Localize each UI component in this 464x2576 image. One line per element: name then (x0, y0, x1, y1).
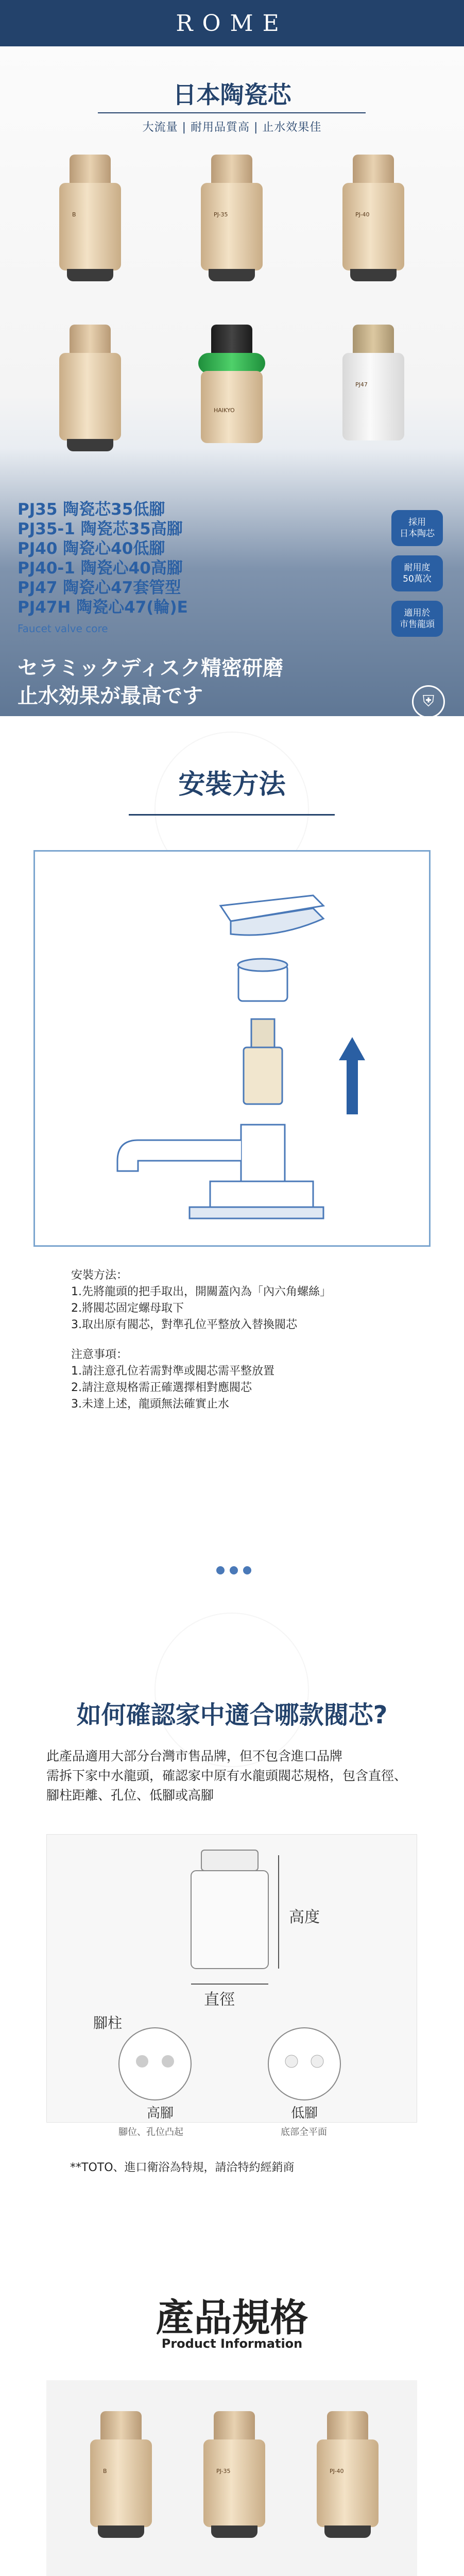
core-label: PJ-40 (355, 211, 370, 218)
note-item: 1.請注意孔位若需對準或閥芯需平整放置 (71, 1365, 274, 1378)
model-item: PJ35-1 陶瓷芯35高腳 (18, 520, 183, 538)
feature-badges (391, 510, 443, 646)
model-item: PJ40-1 陶瓷心40高腳 (18, 559, 183, 578)
carousel-dots[interactable] (216, 1566, 256, 1577)
step-item: 1.先將龍頭的把手取出，開關蓋內為「內六角螺絲」 (71, 1285, 331, 1298)
hero-title: 日本陶瓷芯 (173, 81, 291, 109)
carousel-dot[interactable] (230, 1566, 238, 1574)
model-list (18, 500, 188, 617)
valve-core-image (201, 2411, 268, 2540)
notes-title: 注意事項： (71, 1348, 128, 1361)
feature-badge: 採用 日本陶芯 (391, 510, 443, 546)
core-label: PJ47 (355, 381, 368, 388)
valve-core-image (198, 155, 265, 283)
hero-banner (0, 46, 464, 716)
height-label: 高度 (289, 1908, 320, 1926)
spec-heading: 產品規格 (156, 2296, 308, 2340)
install-heading-divider (129, 814, 335, 816)
brand-name: ROME (176, 10, 288, 37)
how-note: **TOTO、進口衛浴為特規，請洽特約經銷商 (70, 2161, 295, 2174)
steps-title: 安裝方法： (71, 1269, 128, 1282)
low-leg-caption: 底部全平面 (281, 2127, 327, 2138)
step-item: 3.取出原有閥芯，對準孔位平整放入替換閥芯 (71, 1318, 297, 1331)
watermark-crest (154, 1613, 309, 1767)
model-item: PJ47 陶瓷心47套管型 (18, 579, 181, 597)
high-leg-title: 高腳 (146, 2106, 174, 2121)
core-dimension-drawing (47, 1835, 417, 2122)
valve-core-image (88, 2411, 154, 2540)
valve-core-image (314, 2411, 381, 2540)
slogan-line: 止水効果が最高です (18, 684, 203, 708)
valve-core-image (340, 155, 407, 283)
faucet-diagram (35, 852, 429, 1245)
step-item: 2.將閥芯固定螺母取下 (71, 1302, 184, 1315)
diameter-label: 直徑 (204, 1991, 235, 2009)
valve-core-image (340, 325, 407, 453)
feature-badge: 耐用度 50萬次 (391, 555, 443, 591)
core-spec-diagram (46, 1834, 417, 2123)
model-item: PJ35 陶瓷芯35低腳 (18, 500, 165, 519)
model-item: PJ47H 陶瓷心47(輪)E (18, 598, 188, 617)
core-label: PJ-40 (330, 2468, 344, 2475)
core-label: B (72, 211, 76, 218)
hero-tags: 大流量 | 耐用品質高 | 止水效果佳 (142, 121, 322, 134)
how-paragraph: 此產品適用大部分台灣市售品牌，但不包含進口品牌 (46, 1749, 343, 1764)
valve-core-image (57, 325, 124, 453)
core-label: HAIKYO (214, 407, 235, 414)
shield-icon: ⛨ (412, 685, 445, 718)
leg-label: 腳柱 (93, 2014, 123, 2031)
model-caption: Faucet valve core (18, 622, 108, 635)
carousel-dot[interactable] (243, 1566, 251, 1574)
how-paragraph: 需拆下家中水龍頭，確認家中原有水龍頭閥芯規格，包含直徑、腳柱距離、孔位、低腳或高腳 (46, 1768, 407, 1803)
note-item: 3.未達上述，龍頭無法確實止水 (71, 1398, 229, 1411)
high-leg-caption: 腳位、孔位凸起 (118, 2127, 183, 2138)
spec-subheading: Product Information (161, 2336, 303, 2351)
how-heading: 如何確認家中適合哪款閥芯? (76, 1701, 388, 1730)
valve-core-image (57, 155, 124, 283)
core-label: B (103, 2468, 107, 2475)
hero-divider (98, 112, 366, 113)
install-diagram (33, 850, 431, 1247)
model-item: PJ40 陶瓷心40低腳 (18, 539, 165, 558)
install-steps (71, 1267, 331, 1413)
note-item: 2.請注意規格需正確選擇相對應閥芯 (71, 1381, 252, 1394)
low-leg-title: 低腳 (290, 2106, 318, 2121)
brand-header (0, 0, 464, 46)
core-label: PJ-35 (214, 211, 228, 218)
slogan-line: セラミックディスク精密研磨 (18, 656, 283, 680)
carousel-dot[interactable] (216, 1566, 225, 1574)
feature-badge: 適用於 市售龍頭 (391, 601, 443, 637)
hero-slogan (18, 654, 283, 710)
core-label: PJ-35 (216, 2468, 231, 2475)
valve-core-image (198, 325, 265, 453)
how-description (46, 1747, 417, 1805)
install-heading: 安裝方法 (178, 769, 286, 800)
